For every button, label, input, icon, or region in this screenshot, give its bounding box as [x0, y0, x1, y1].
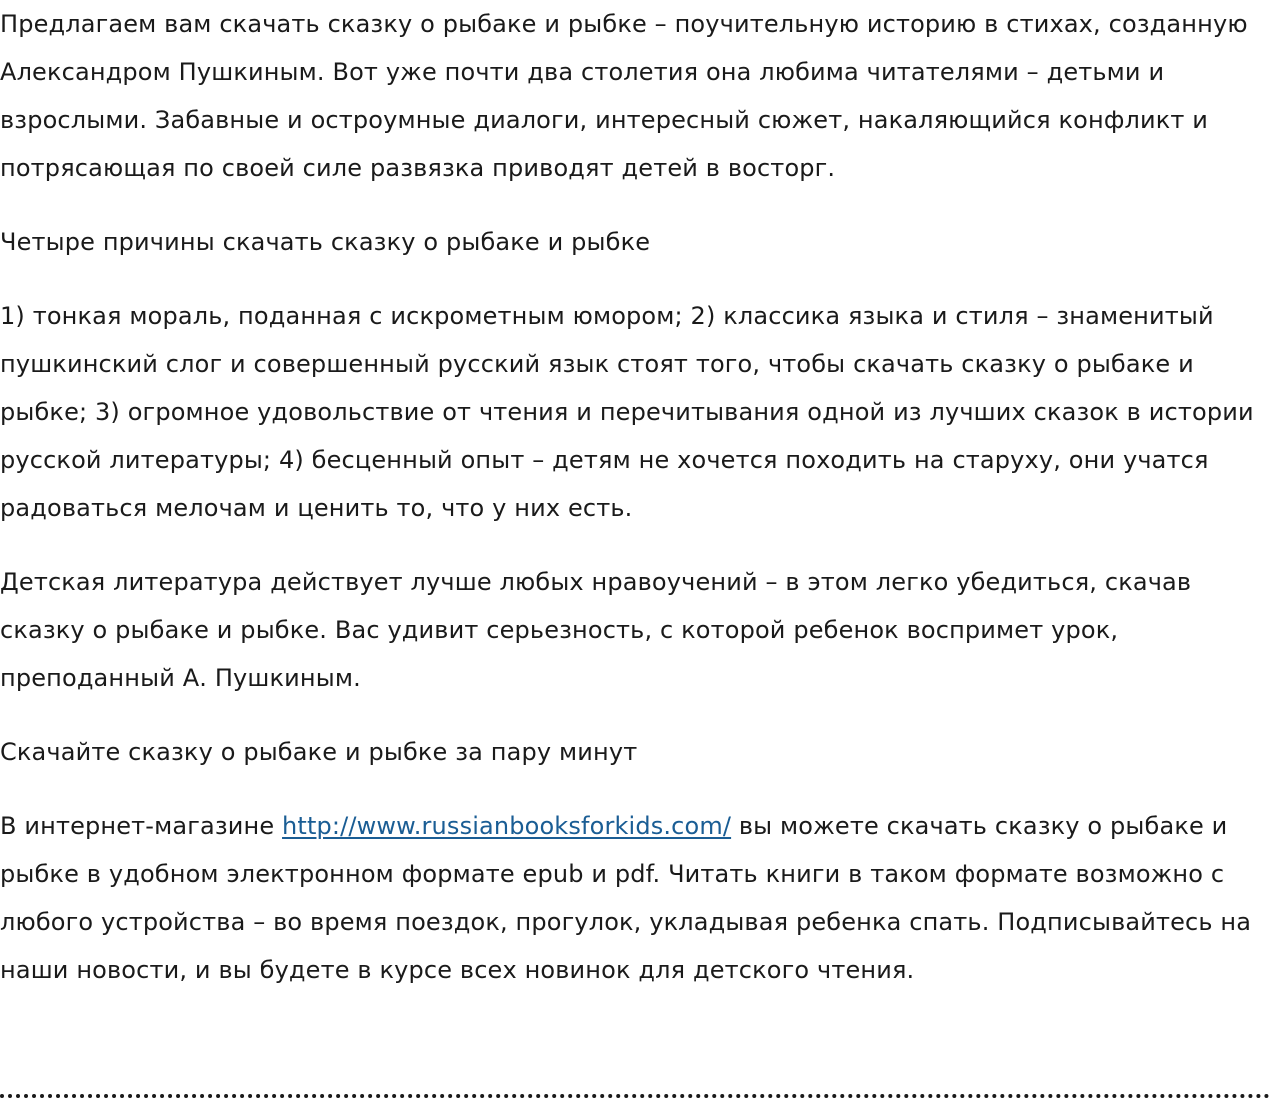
literature-paragraph: Детская литература действует лучше любых нравоучений – в этом легко убедиться, скачав сказку о рыбаке и рыбке. Вас удивит серьезность, с которой ребенок воспримет урок, преподанный А. Пушкиным.	[0, 568, 1192, 692]
store-paragraph	[0, 802, 1270, 994]
store-text-before: В интернет-магазине	[0, 812, 283, 840]
intro-paragraph: Предлагаем вам скачать сказку о рыбаке и рыбке – поучительную историю в стихах, созданную Александром Пушкиным. Вот уже почти два столетия она любима читателями – детьми и взрослыми. Забавные и остроумные диалоги, интересный сюжет, накаляющийся конфликт и потрясающая по своей силе развязка приводят детей в восторг.	[0, 10, 1248, 182]
reasons-heading: Четыре причины скачать сказку о рыбаке и рыбке	[0, 228, 651, 256]
store-text-after: вы можете скачать сказку о рыбаке и рыбке в удобном электронном формате epub и pdf. Читать книги в таком формате возможно с любого устройства – во время поездок, прогулок, укладывая ребенка спать. Подписывайтесь на наши новости, и вы будете в курсе всех новинок для детского чтения.	[0, 812, 1252, 984]
store-link[interactable]: http://www.russianbooksforkids.com/	[282, 812, 732, 840]
dotted-divider	[0, 1094, 1270, 1098]
download-heading: Скачайте сказку о рыбаке и рыбке за пару минут	[0, 738, 638, 766]
reasons-paragraph: 1) тонкая мораль, поданная с искрометным юмором; 2) классика языка и стиля – знаменитый пушкинский слог и совершенный русский язык стоят того, чтобы скачать сказку о рыбаке и рыбке; 3) огромное удовольствие от чтения и перечитывания одной из лучших сказок в истории русской литературы; 4) бесценный опыт – детям не хочется походить на старуху, они учатся радоваться мелочам и ценить то, что у них есть.	[0, 302, 1254, 522]
